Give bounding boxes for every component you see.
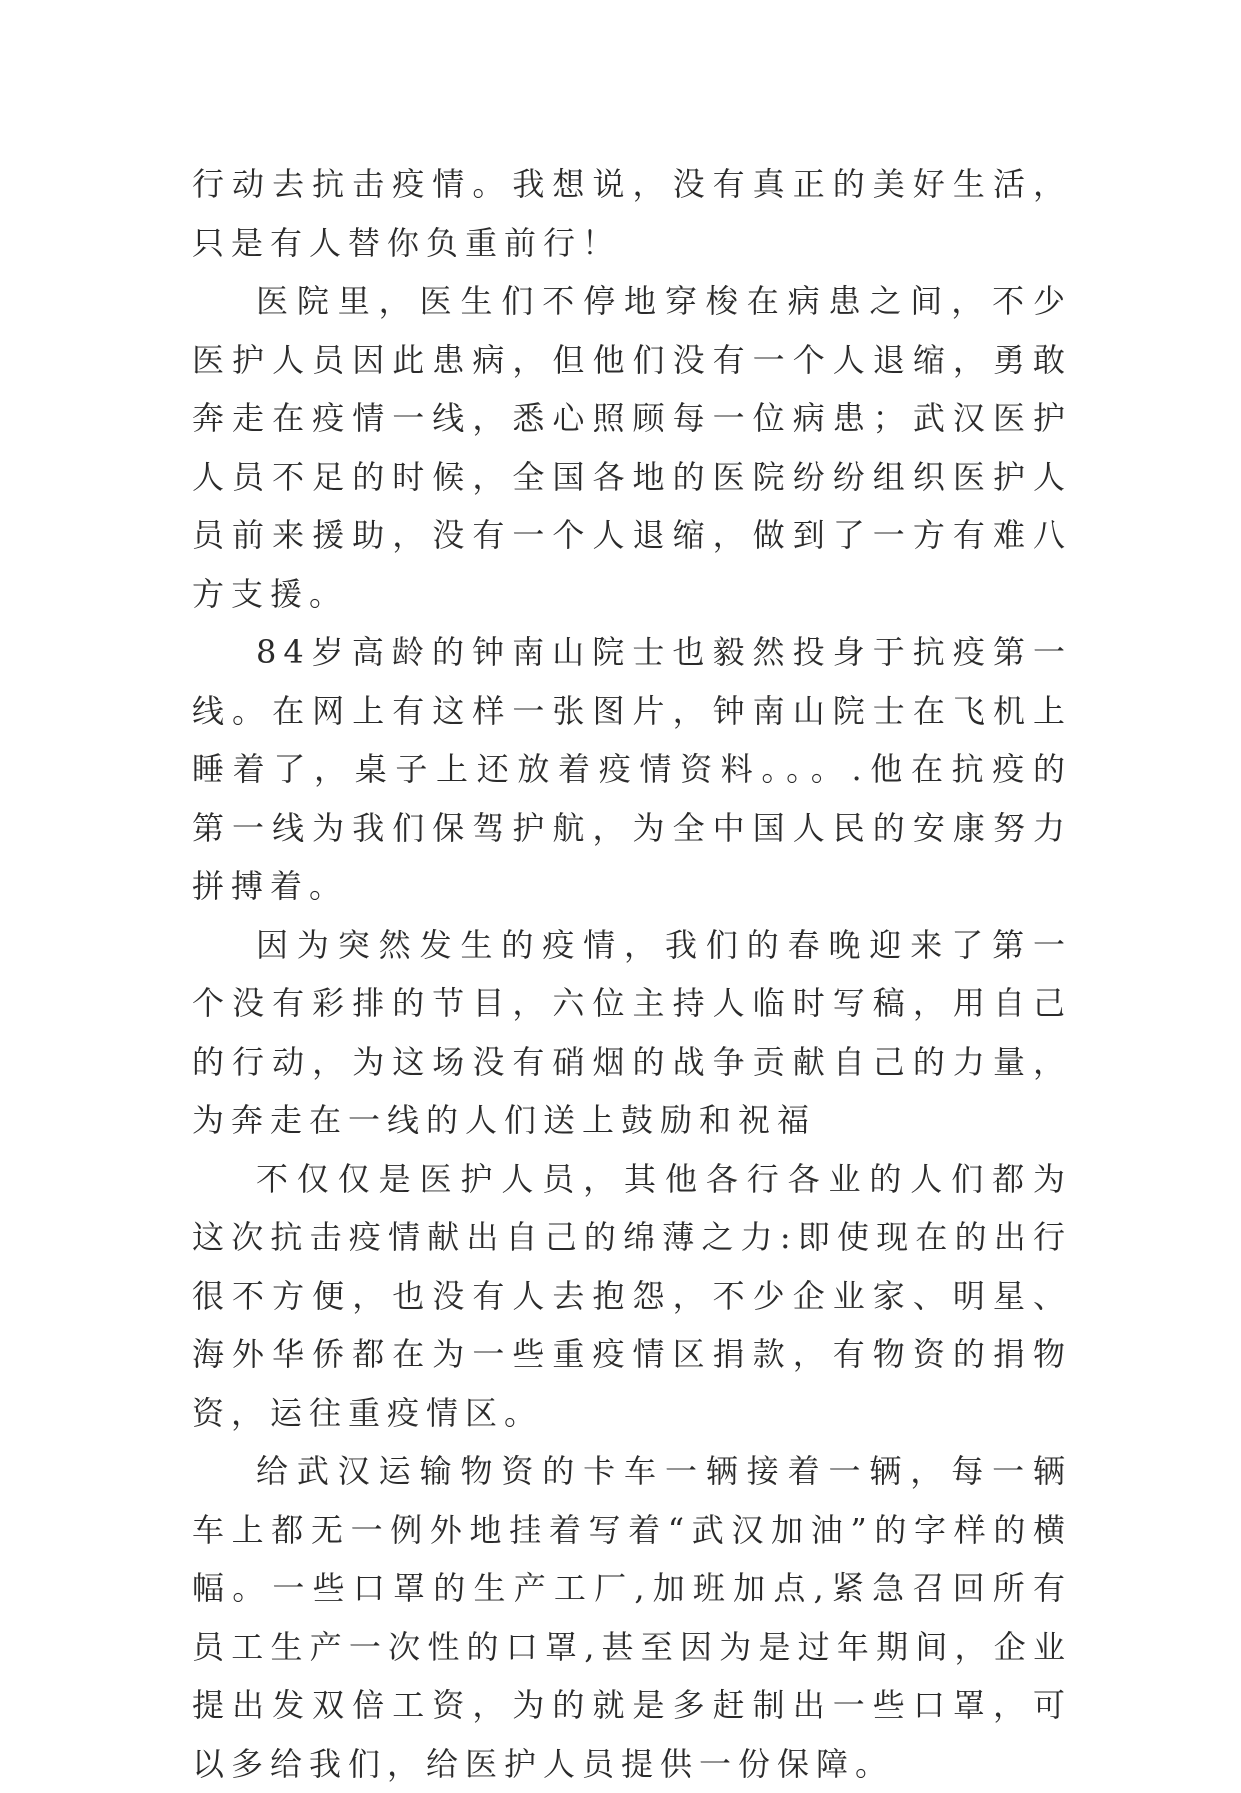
document-body [192,155,1072,1793]
paragraph-4: 因为突然发生的疫情，我们的春晚迎来了第一个没有彩排的节目，六位主持人临时写稿，用自己的行动，为这场没有硝烟的战争贡献自己的力量，为奔走在一线的人们送上鼓励和祝福 [192,925,1072,1139]
paragraph-5: 不仅仅是医护人员，其他各行各业的人们都为这次抗击疫情献出自己的绵薄之力:即使现在的出行很不方便，也没有人去抱怨，不少企业家、明星、海外华侨都在为一些重疫情区捐款，有物资的捐物资，运往重疫情区。 [192,1159,1072,1432]
paragraph-3: 84岁高龄的钟南山院士也毅然投身于抗疫第一线。在网上有这样一张图片，钟南山院士在飞机上睡着了，桌子上还放着疫情资料。。。.他在抗疫的第一线为我们保驾护航，为全中国人民的安康努力拼搏着。 [192,633,1072,905]
paragraph-6: 给武汉运输物资的卡车一辆接着一辆，每一辆车上都无一例外地挂着写着“武汉加油”的字样的横幅。一些口罩的生产工厂,加班加点,紧急召回所有员工生产一次性的口罩,甚至因为是过年期间，企业提出发双倍工资，为的就是多赶制出一些口罩，可以多给我们，给医护人员提供一份保障。 [192,1452,1072,1783]
paragraph-1: 行动去抗击疫情。我想说，没有真正的美好生活，只是有人替你负重前行！ [192,165,1072,262]
paragraph-2: 医院里，医生们不停地穿梭在病患之间，不少医护人员因此患病，但他们没有一个人退缩，勇敢奔走在疫情一线，悉心照顾每一位病患；武汉医护人员不足的时候，全国各地的医院纷纷组织医护人员前来援助，没有一个人退缩，做到了一方有难八方支援。 [192,282,1072,613]
